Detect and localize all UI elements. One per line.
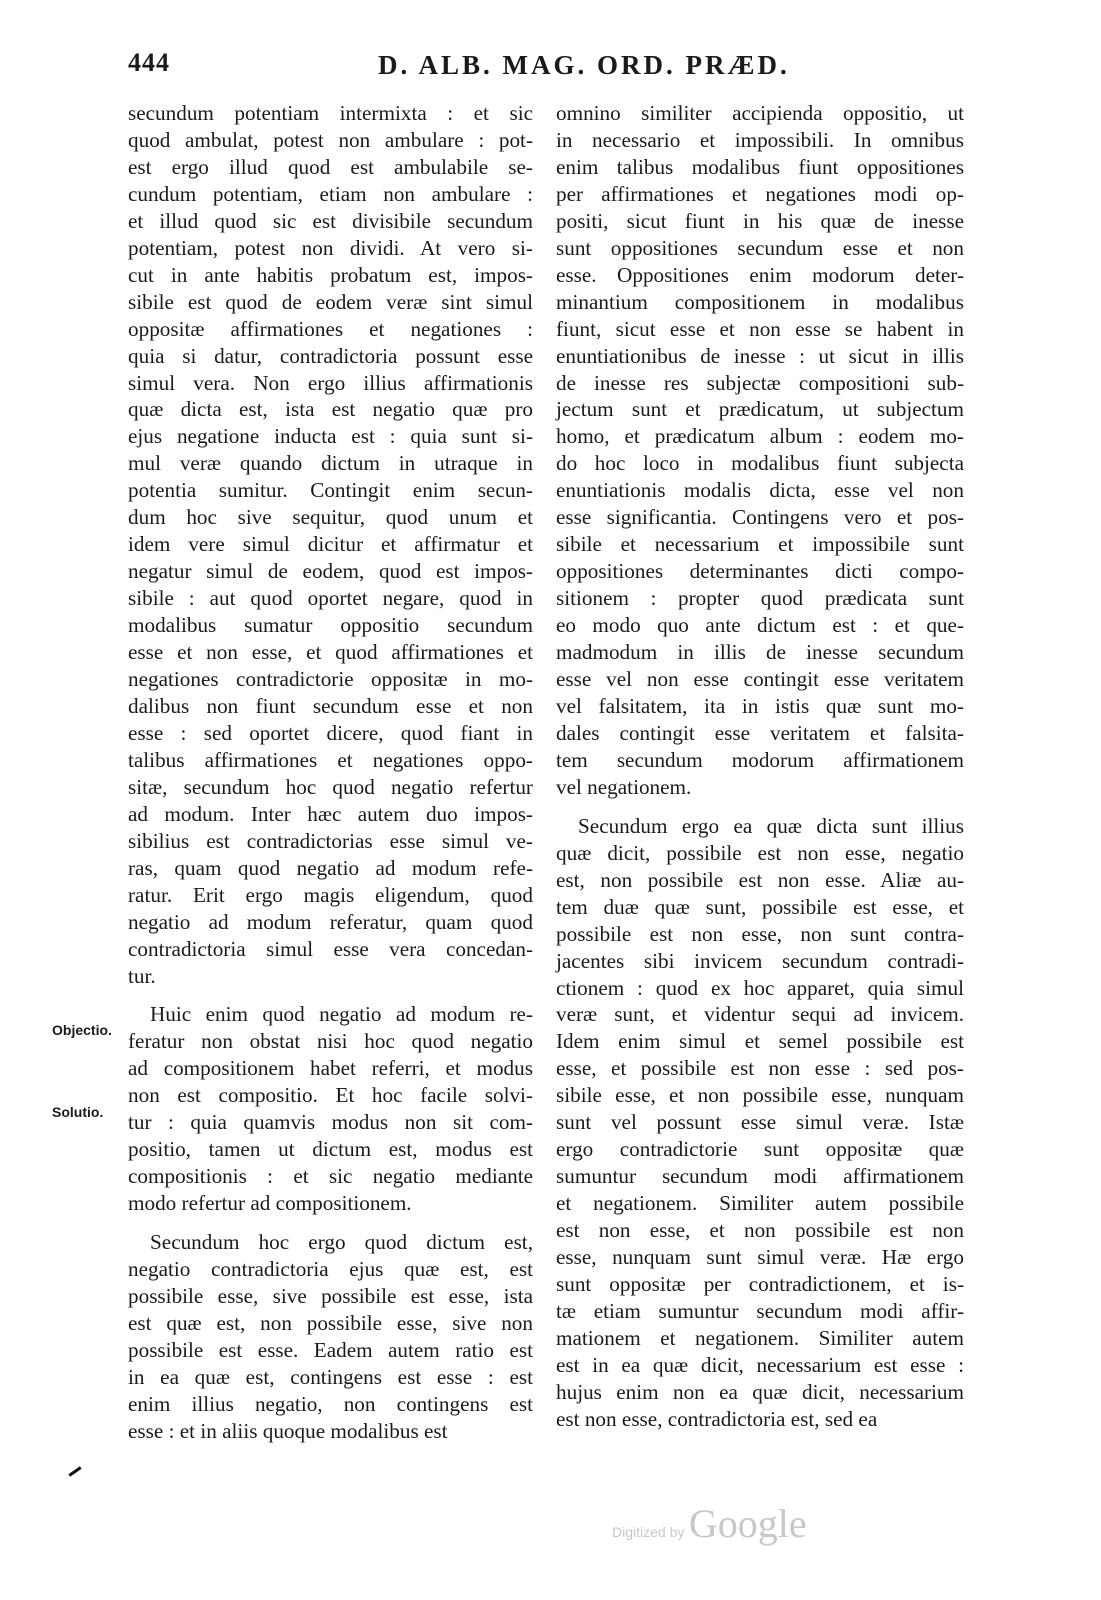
text-line: omnino similiter accipienda oppositio, ut xyxy=(556,101,964,125)
left-text-column xyxy=(128,100,533,1445)
text-line: veræ sunt, et videntur sequi ad invicem. xyxy=(556,1002,964,1027)
text-line: ras, quam quod negatio ad modum refe- xyxy=(128,855,533,880)
text-line: enim talibus modalibus fiunt oppositiones xyxy=(556,154,964,179)
text-line: tem secundum modorum affirmationem xyxy=(556,747,964,772)
text-line: feratur non obstat nisi hoc quod negatio xyxy=(128,1029,533,1054)
text-line: eo modo quo ante dictum est : et que- xyxy=(556,613,964,638)
text-line: est ergo illud quod est ambulabile se- xyxy=(128,154,533,179)
text-line: cundum potentiam, etiam non ambulare : xyxy=(128,181,533,206)
text-line: quia si datur, contradictoria possunt esse xyxy=(128,343,533,368)
text-line: et negationem. Similiter autem possibile xyxy=(556,1191,964,1216)
text-line: Idem enim simul et semel possibile est xyxy=(556,1029,964,1054)
text-line: esse, nunquam sunt simul veræ. Hæ ergo xyxy=(556,1245,964,1270)
text-line: modo refertur ad compositionem. xyxy=(128,1191,412,1216)
text-line: sitionem : propter quod prædicata sunt xyxy=(556,586,964,611)
text-line: esse significantia. Contingens vero et pos- xyxy=(556,505,964,530)
text-line: quæ dicta est, ista est negatio quæ pro xyxy=(128,397,533,422)
text-line: ejus negatione inducta est : quia sunt si- xyxy=(128,424,533,449)
text-line: dum hoc sive sequitur, quod unum et xyxy=(128,505,533,530)
text-line: enuntiationis modalis dicta, esse vel non xyxy=(556,478,964,503)
text-line: cut in ante habitis probatum est, impos- xyxy=(128,262,533,287)
text-line: et illud quod sic est divisibile secundum xyxy=(128,208,533,233)
text-line: sibilius est contradictorias esse simul ve- xyxy=(128,828,533,853)
text-line: tur : quia quamvis modus non sit com- xyxy=(128,1110,533,1135)
text-line: sibile est quod de eodem veræ sint simul xyxy=(128,289,533,314)
text-line: modalibus sumatur oppositio secundum xyxy=(128,613,533,638)
text-line: minantium compositionem in modalibus xyxy=(556,289,964,314)
text-line: negatur simul de eodem, quod est impos- xyxy=(128,559,533,584)
text-line: ad modum. Inter hæc autem duo impos- xyxy=(128,801,533,826)
text-line: per affirmationes et negationes modi op- xyxy=(556,181,964,206)
text-line: vel falsitatem, ita in istis quæ sunt mo- xyxy=(556,693,964,718)
page-number: 444 xyxy=(128,48,170,77)
text-line: ctionem : quod ex hoc apparet, quia simul xyxy=(556,975,964,1000)
text-line: vel negationem. xyxy=(556,774,692,799)
text-line: est non esse, contradictoria est, sed ea xyxy=(556,1406,878,1431)
text-line: negatio contradictoria ejus quæ est, est xyxy=(128,1257,533,1282)
text-line: oppositæ affirmationes et negationes : xyxy=(128,316,533,341)
text-line: potentia sumitur. Contingit enim secun- xyxy=(128,478,533,503)
text-line: jacentes sibi invicem secundum contradi- xyxy=(556,948,964,973)
text-line: sunt oppositæ per contradictionem, et is- xyxy=(556,1271,964,1296)
text-line: de inesse res subjectæ compositioni sub- xyxy=(556,370,964,395)
text-line: esse, et possibile est non esse : sed pos- xyxy=(556,1056,964,1081)
text-line: esse : sed oportet dicere, quod fiant in xyxy=(128,720,533,745)
text-line: possibile est esse. Eadem autem ratio est xyxy=(128,1337,533,1362)
paragraph-gap xyxy=(128,1217,533,1229)
text-line: do hoc loco in modalibus fiunt subjecta xyxy=(556,451,964,476)
text-line: mul veræ quando dictum in utraque in xyxy=(128,451,533,476)
text-line: potentiam, potest non dividi. At vero si- xyxy=(128,235,533,260)
text-line: sumuntur secundum modi affirmationem xyxy=(556,1164,964,1189)
text-line: non est compositio. Et hoc facile solvi- xyxy=(128,1083,533,1108)
text-line: positi, sicut fiunt in his quæ de inesse xyxy=(556,208,964,233)
text-line: esse : et in aliis quoque modalibus est xyxy=(128,1418,448,1443)
text-line: simul vera. Non ergo illius affirmationis xyxy=(128,370,533,395)
watermark-prefix: Digitized by xyxy=(612,1524,685,1540)
digitized-watermark xyxy=(612,1500,807,1547)
paragraph-gap xyxy=(128,989,533,1001)
text-line: ergo contradictorie sunt oppositæ quæ xyxy=(556,1137,964,1162)
text-line: sibile et necessarium et impossibile sunt xyxy=(556,532,964,557)
text-line: est in ea quæ dicit, necessarium est esse : xyxy=(556,1352,964,1377)
text-line: positio, tamen ut dictum est, modus est xyxy=(128,1137,533,1162)
running-head: D. ALB. MAG. ORD. PRÆD. xyxy=(378,50,790,80)
text-line: madmodum in illis de inesse secundum xyxy=(556,640,964,665)
text-line: sibile esse, et non possibile esse, nunquam xyxy=(556,1083,964,1108)
text-line: sunt vel possunt esse simul veræ. Istæ xyxy=(556,1110,964,1135)
text-line: Secundum hoc ergo quod dictum est, xyxy=(150,1230,533,1255)
text-line: idem vere simul dicitur et affirmatur et xyxy=(128,532,533,557)
text-line: tem duæ quæ sunt, possibile est esse, et xyxy=(556,894,964,919)
text-line: oppositiones determinantes dicti compo- xyxy=(556,559,964,584)
text-line: negationes contradictorie oppositæ in mo- xyxy=(128,667,533,692)
text-line: in ea quæ est, contingens est esse : est xyxy=(128,1364,533,1389)
margin-note-solutio: Solutio. xyxy=(52,1104,104,1120)
paragraph-gap xyxy=(556,801,964,813)
text-line: sibile : aut quod oportet negare, quod in xyxy=(128,586,533,611)
text-line: est, non possibile est non esse. Aliæ au- xyxy=(556,867,964,892)
margin-note-objectio: Objectio. xyxy=(52,1022,112,1038)
text-line: dales contingit esse veritatem et falsita- xyxy=(556,720,964,745)
text-line: secundum potentiam intermixta : et sic xyxy=(128,101,533,125)
text-line: quæ dicit, possibile est non esse, negatio xyxy=(556,840,964,865)
text-line: jectum sunt et prædicatum, ut subjectum xyxy=(556,397,964,422)
text-line: quod ambulat, potest non ambulare : pot- xyxy=(128,127,533,152)
text-line: in necessario et impossibili. In omnibus xyxy=(556,127,964,152)
text-line: tur. xyxy=(128,963,156,988)
text-line: contradictoria simul esse vera concedan- xyxy=(128,936,533,961)
text-line: Huic enim quod negatio ad modum re- xyxy=(150,1002,533,1027)
text-line: esse. Oppositiones enim modorum deter- xyxy=(556,262,964,287)
text-line: negatio ad modum referatur, quam quod xyxy=(128,909,533,934)
text-line: esse vel non esse contingit esse veritatem xyxy=(556,667,964,692)
text-line: talibus affirmationes et negationes oppo- xyxy=(128,747,533,772)
text-line: homo, et prædicatum album : eodem mo- xyxy=(556,424,964,449)
text-line: mationem et negationem. Similiter autem xyxy=(556,1325,964,1350)
text-line: est quæ est, non possibile esse, sive non xyxy=(128,1310,533,1335)
text-line: fiunt, sicut esse et non esse se habent in xyxy=(556,316,964,341)
text-line: enuntiationibus de inesse : ut sicut in illis xyxy=(556,343,964,368)
text-line: sunt oppositiones secundum esse et non xyxy=(556,235,964,260)
text-line: sitæ, secundum hoc quod negatio refertur xyxy=(128,774,533,799)
ink-mark xyxy=(68,1466,81,1476)
text-line: possibile esse, sive possibile est esse, ista xyxy=(128,1283,533,1308)
text-line: tæ etiam sumuntur secundum modi affir- xyxy=(556,1298,964,1323)
text-line: ratur. Erit ergo magis eligendum, quod xyxy=(128,882,533,907)
text-line: hujus enim non ea quæ dicit, necessarium xyxy=(556,1379,964,1404)
text-line: esse et non esse, et quod affirmationes et xyxy=(128,640,533,665)
text-line: possibile est non esse, non sunt contra- xyxy=(556,921,964,946)
text-line: ad compositionem habet referri, et modus xyxy=(128,1056,533,1081)
right-text-column xyxy=(556,100,964,1433)
text-line: enim illius negatio, non contingens est xyxy=(128,1391,533,1416)
text-line: est non esse, et non possibile est non xyxy=(556,1218,964,1243)
text-line: compositionis : et sic negatio mediante xyxy=(128,1164,533,1189)
google-logo: Google xyxy=(688,1501,807,1546)
text-line: dalibus non fiunt secundum esse et non xyxy=(128,693,533,718)
text-line: Secundum ergo ea quæ dicta sunt illius xyxy=(578,813,964,838)
